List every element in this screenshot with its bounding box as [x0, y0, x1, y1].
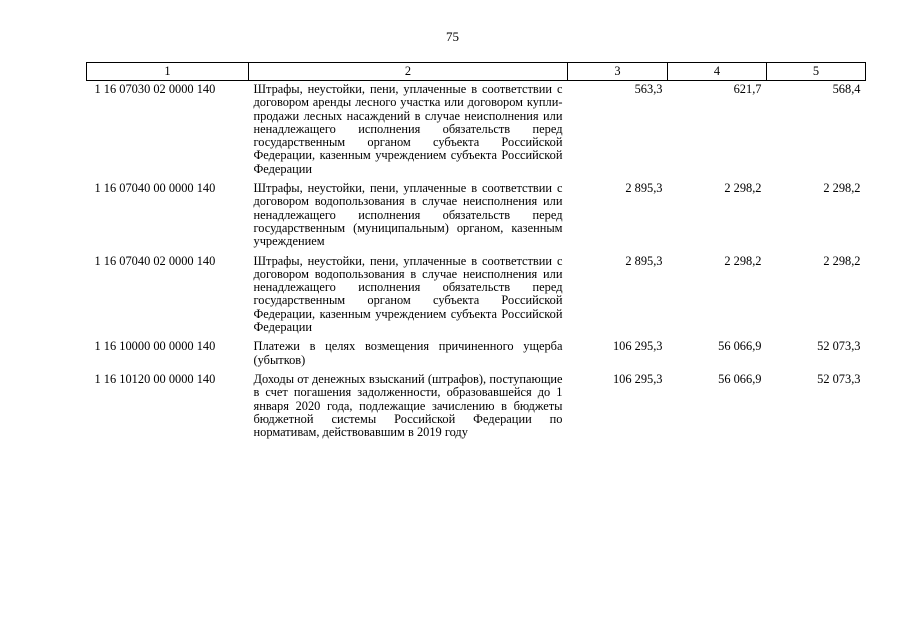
header-row: [87, 63, 866, 81]
header-col-3: 3: [568, 63, 668, 81]
row-value-col5: 2 298,2: [823, 253, 861, 268]
row-value-col4: 56 066,9: [718, 339, 762, 354]
row-value-col3: 563,3: [634, 82, 663, 96]
row-value-col4: 621,7: [733, 82, 762, 96]
row-value-col5: 52 073,3: [817, 339, 861, 354]
row-value-col4: 2 298,2: [724, 253, 762, 268]
table-row: [87, 371, 866, 443]
table-row: [87, 81, 866, 181]
row-description: Штрафы, неустойки, пени, уплаченные в соответствии с договором аренды лесного участка или договором купли-продажи лесных насаждений в случае неисполнения или ненадлежащего исполнения обязательств перед государственным органом субъекта Российской Федерации, казенным учреждением субъекта Российской Федерации: [253, 82, 563, 176]
table-header: [87, 63, 866, 81]
budget-table: [86, 62, 866, 443]
row-code: 1 16 07030 02 0000 140: [94, 82, 216, 96]
header-col-2: 2: [249, 63, 568, 81]
page-number: 75: [446, 29, 459, 44]
row-description: Штрафы, неустойки, пени, уплаченные в соответствии с договором водопользования в случае неисполнения или ненадлежащего исполнения обязательств перед государственным (муниципальным) органом, казенным учреждением: [253, 181, 563, 249]
header-col-5: 5: [767, 63, 866, 81]
row-code: 1 16 07040 00 0000 140: [94, 181, 216, 196]
header-col-4: 4: [668, 63, 767, 81]
row-value-col5: 568,4: [832, 82, 861, 96]
row-value-col3: 106 295,3: [612, 371, 663, 386]
row-value-col4: 2 298,2: [724, 181, 762, 196]
row-description: Доходы от денежных взысканий (штрафов), поступающие в счет погашения задолженности, образовавшейся до 1 января 2020 года, подлежащие зачислению в бюджеты бюджетной системы Российской Федерации по нормативам, действовавшим в 2019 году: [253, 371, 563, 440]
table-row: [87, 338, 866, 371]
table-row: [87, 180, 866, 252]
row-description: Платежи в целях возмещения причиненного ущерба (убытков): [253, 339, 563, 367]
row-value-col5: 2 298,2: [823, 181, 861, 196]
row-code: 1 16 10000 00 0000 140: [94, 339, 216, 354]
row-value-col3: 106 295,3: [612, 339, 663, 354]
row-description: Штрафы, неустойки, пени, уплаченные в соответствии с договором водопользования в случае неисполнения или ненадлежащего исполнения обязательств перед государственным органом субъекта Российской Федерации, казенным учреждением субъекта Российской Федерации: [253, 253, 563, 335]
header-col-1: 1: [87, 63, 249, 81]
table-body: [87, 81, 866, 444]
row-code: 1 16 07040 02 0000 140: [94, 253, 216, 268]
row-value-col4: 56 066,9: [718, 371, 762, 386]
table-row: [87, 253, 866, 339]
row-value-col3: 2 895,3: [625, 181, 663, 196]
row-value-col5: 52 073,3: [817, 371, 861, 386]
row-value-col3: 2 895,3: [625, 253, 663, 268]
row-code: 1 16 10120 00 0000 140: [94, 371, 216, 386]
